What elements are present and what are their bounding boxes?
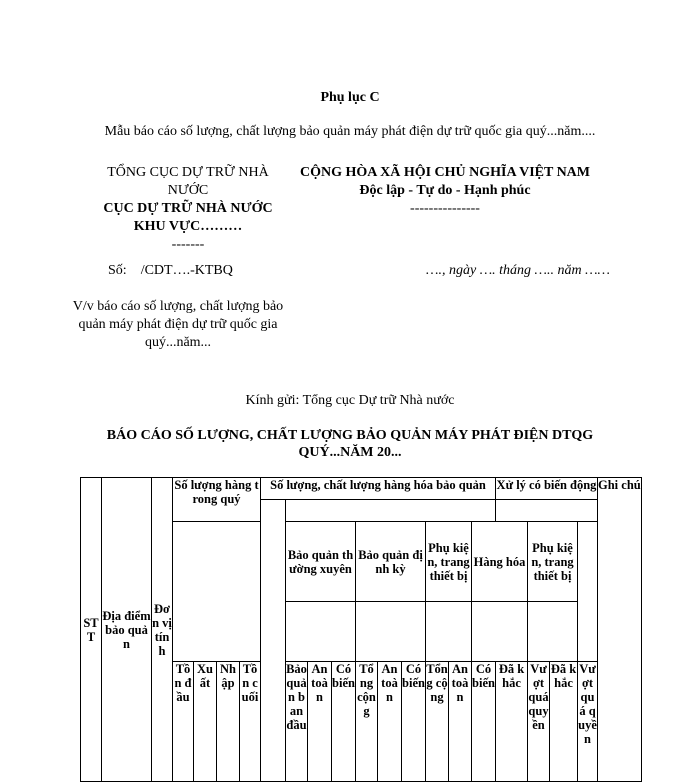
sub-accessories: Phụ kiện, trang thiết bị bbox=[426, 522, 472, 602]
greeting: Kính gửi: Tổng cục Dự trữ Nhà nước bbox=[245, 393, 455, 408]
goods-spacer bbox=[472, 602, 528, 662]
right-header bbox=[280, 164, 610, 218]
sub-handling-accessories: Phụ kiện, trang thiết bị bbox=[528, 522, 578, 602]
goods-col: Đã khắc bbox=[496, 662, 528, 782]
initial-storage-label: Bảo quản ban đầu bbox=[286, 662, 308, 782]
regular-col: Tổng cộng bbox=[356, 662, 378, 782]
group-quality: Số lượng, chất lượng hàng hóa bảo quản bbox=[261, 478, 496, 500]
periodic-col: Tổng cộng bbox=[426, 662, 449, 782]
sub-periodic: Bảo quản định kỳ bbox=[356, 522, 426, 602]
col-initial-storage bbox=[261, 500, 286, 782]
date-line: …., ngày …. tháng ….. năm …… bbox=[426, 263, 610, 278]
col-stt: STT bbox=[81, 478, 102, 782]
number-value: /CDT….-KTBQ bbox=[140, 263, 233, 278]
handling-spacer bbox=[496, 500, 598, 522]
handling-acc-col: Đã khắc bbox=[550, 662, 578, 782]
sub-regular: Bảo quản thường xuyên bbox=[286, 522, 356, 602]
regular-spacer bbox=[286, 602, 356, 662]
handling-acc-col: Vượt quá quyền bbox=[578, 662, 598, 782]
quantity-col: Tồn cuối bbox=[240, 662, 261, 782]
regarding-text: V/v báo cáo số lượng, chất lượng bảo quản máy phát điện dự trữ quốc gia quý...năm... bbox=[72, 299, 284, 350]
regular-col: Có biến bbox=[332, 662, 356, 782]
accessories-col: Có biến bbox=[472, 662, 496, 782]
left-divider: ------- bbox=[171, 237, 205, 252]
agency-name: CỤC DỰ TRỮ NHÀ NƯỚC KHU VỰC……… bbox=[103, 201, 273, 234]
right-divider: --------------- bbox=[410, 201, 480, 216]
accessories-spacer bbox=[426, 602, 472, 662]
report-title: BÁO CÁO SỐ LƯỢNG, CHẤT LƯỢNG BẢO QUẢN MÁY PHÁT ĐIỆN DTQG QUÝ...NĂM 20... bbox=[106, 428, 594, 460]
agency-parent: TỔNG CỤC DỰ TRỮ NHÀ NƯỚC bbox=[107, 165, 269, 198]
national-motto: Độc lập - Tự do - Hạnh phúc bbox=[359, 183, 531, 198]
quantity-spacer bbox=[173, 522, 261, 662]
document-subtitle: Mẫu báo cáo số lượng, chất lượng bảo quản máy phát điện dự trữ quốc gia quý...năm.... bbox=[104, 124, 596, 139]
quantity-col: Xuất bbox=[194, 662, 217, 782]
quantity-col: Nhập bbox=[217, 662, 240, 782]
regular-col: An toàn bbox=[308, 662, 332, 782]
appendix-label: Phụ lục C bbox=[320, 90, 380, 105]
report-table bbox=[80, 477, 642, 782]
periodic-col: Có biến bbox=[402, 662, 426, 782]
col-unit: Đơn vị tính bbox=[152, 478, 173, 782]
sub-goods: Hàng hóa bbox=[472, 522, 528, 602]
goods-col: Vượt quá quyền bbox=[528, 662, 550, 782]
group-handling: Xử lý có biến động bbox=[496, 478, 598, 500]
handling-acc-spacer bbox=[528, 602, 578, 662]
accessories-col: An toàn bbox=[449, 662, 472, 782]
periodic-col: An toàn bbox=[378, 662, 402, 782]
quantity-col: Tồn đầu bbox=[173, 662, 194, 782]
col-note: Ghi chú bbox=[598, 478, 642, 782]
col-location: Địa điểm bảo quản bbox=[102, 478, 152, 782]
periodic-spacer bbox=[356, 602, 426, 662]
country-name: CỘNG HÒA XÃ HỘI CHỦ NGHĨA VIỆT NAM bbox=[299, 165, 590, 180]
group-quantity: Số lượng hàng trong quý bbox=[173, 478, 261, 522]
left-header bbox=[88, 164, 288, 254]
quality-spacer bbox=[286, 500, 496, 522]
number-label: Số: bbox=[108, 263, 127, 278]
